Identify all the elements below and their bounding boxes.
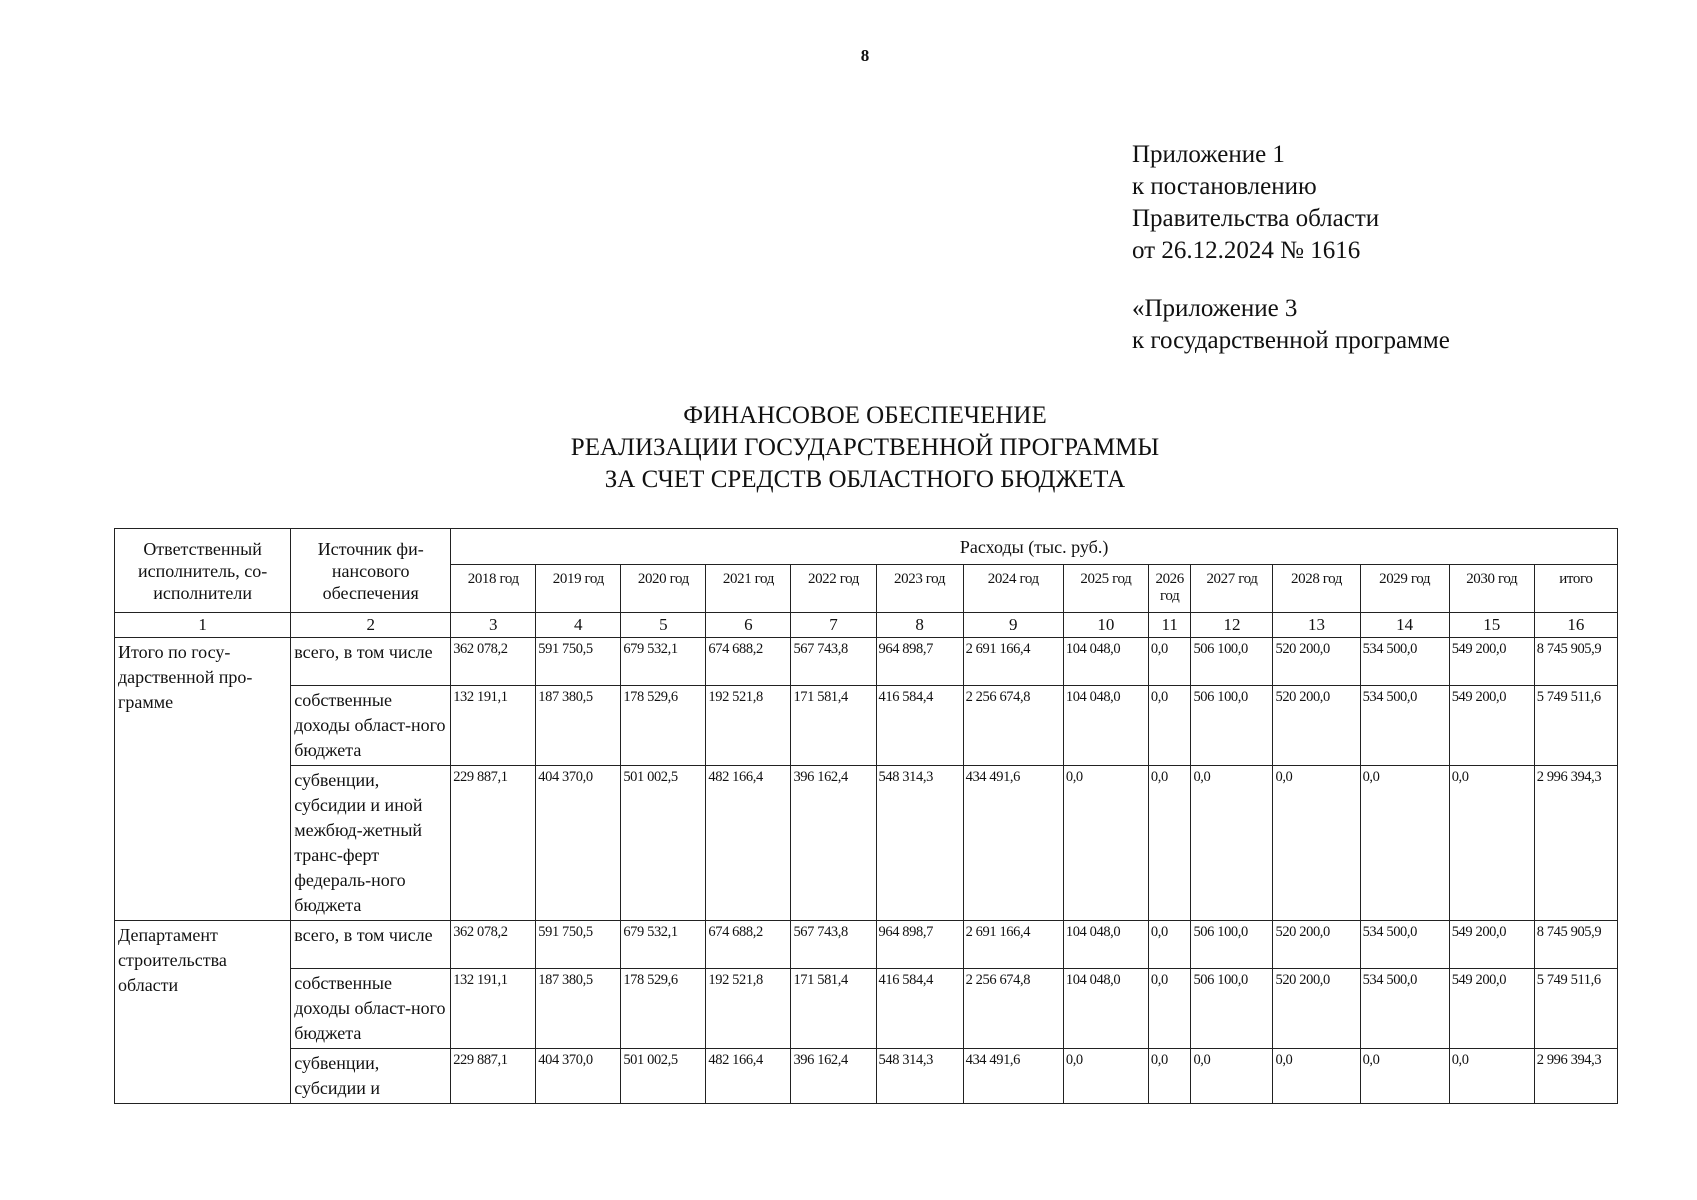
value-cell: 520 200,0 (1273, 921, 1360, 969)
value-cell: 482 166,4 (706, 766, 791, 921)
year-header: 2020 год (621, 565, 706, 613)
value-cell: 534 500,0 (1360, 638, 1449, 686)
appendix-line: к постановлению (1132, 173, 1317, 200)
table-row (115, 686, 1618, 766)
value-cell: 0,0 (1063, 766, 1148, 921)
year-header: 2019 год (536, 565, 621, 613)
value-cell: 178 529,6 (621, 969, 706, 1049)
value-cell: 104 048,0 (1063, 969, 1148, 1049)
value-cell: 2 691 166,4 (963, 921, 1063, 969)
value-cell: 506 100,0 (1191, 638, 1273, 686)
value-cell: 674 688,2 (706, 921, 791, 969)
value-cell: 0,0 (1449, 766, 1534, 921)
value-cell: 506 100,0 (1191, 969, 1273, 1049)
value-cell: 396 162,4 (791, 1049, 876, 1104)
year-header: 2024 год (963, 565, 1063, 613)
value-cell: 8 745 905,9 (1534, 638, 1617, 686)
value-cell: 187 380,5 (536, 969, 621, 1049)
value-cell: 548 314,3 (876, 1049, 963, 1104)
value-cell: 187 380,5 (536, 686, 621, 766)
year-header: 2018 год (451, 565, 536, 613)
column-number: 6 (706, 613, 791, 638)
value-cell: 0,0 (1148, 638, 1191, 686)
value-cell: 0,0 (1191, 766, 1273, 921)
appendix-line: Приложение 1 (1132, 141, 1285, 168)
value-cell: 396 162,4 (791, 766, 876, 921)
appendix-note (1132, 139, 1450, 357)
year-header: 2029 год (1360, 565, 1449, 613)
document-title (0, 400, 1697, 496)
column-number: 15 (1449, 613, 1534, 638)
column-number: 4 (536, 613, 621, 638)
value-cell: 534 500,0 (1360, 969, 1449, 1049)
value-cell: 0,0 (1063, 1049, 1148, 1104)
year-header: 2025 год (1063, 565, 1148, 613)
value-cell: 104 048,0 (1063, 638, 1148, 686)
col-header-source: Источник фи-нансового обеспечения (291, 529, 451, 613)
value-cell: 5 749 511,6 (1534, 969, 1617, 1049)
value-cell: 591 750,5 (536, 921, 621, 969)
value-cell: 548 314,3 (876, 766, 963, 921)
value-cell: 434 491,6 (963, 766, 1063, 921)
value-cell: 0,0 (1148, 969, 1191, 1049)
value-cell: 132 191,1 (451, 969, 536, 1049)
column-number: 10 (1063, 613, 1148, 638)
value-cell: 679 532,1 (621, 921, 706, 969)
year-header: 2027 год (1191, 565, 1273, 613)
value-cell: 482 166,4 (706, 1049, 791, 1104)
column-number: 12 (1191, 613, 1273, 638)
value-cell: 501 002,5 (621, 1049, 706, 1104)
value-cell: 0,0 (1148, 1049, 1191, 1104)
value-cell: 0,0 (1273, 1049, 1360, 1104)
value-cell: 964 898,7 (876, 921, 963, 969)
value-cell: 520 200,0 (1273, 638, 1360, 686)
value-cell: 534 500,0 (1360, 921, 1449, 969)
table-row (115, 969, 1618, 1049)
column-number: 14 (1360, 613, 1449, 638)
finance-table (114, 528, 1618, 1104)
appendix-line: Правительства области (1132, 205, 1380, 232)
value-cell: 549 200,0 (1449, 638, 1534, 686)
appendix-line: «Приложение 3 (1132, 295, 1298, 322)
source-cell: субвенции, субсидии и иной межбюд-жетный транс-ферт федераль-ного бюджета (291, 766, 451, 921)
value-cell: 549 200,0 (1449, 686, 1534, 766)
appendix-line: от 26.12.2024 № 1616 (1132, 237, 1361, 264)
table-body (115, 529, 1618, 1104)
year-header: 2021 год (706, 565, 791, 613)
column-number: 13 (1273, 613, 1360, 638)
value-cell: 229 887,1 (451, 1049, 536, 1104)
column-number-row (115, 613, 1618, 638)
table-row (115, 766, 1618, 921)
value-cell: 567 743,8 (791, 921, 876, 969)
value-cell: 679 532,1 (621, 638, 706, 686)
value-cell: 506 100,0 (1191, 921, 1273, 969)
column-number: 9 (963, 613, 1063, 638)
value-cell: 2 691 166,4 (963, 638, 1063, 686)
value-cell: 404 370,0 (536, 766, 621, 921)
value-cell: 591 750,5 (536, 638, 621, 686)
title-line: ЗА СЧЕТ СРЕДСТВ ОБЛАСТНОГО БЮДЖЕТА (604, 466, 1126, 493)
column-number: 3 (451, 613, 536, 638)
source-cell: всего, в том числе (291, 921, 451, 969)
year-header: 2023 год (876, 565, 963, 613)
value-cell: 416 584,4 (876, 969, 963, 1049)
value-cell: 362 078,2 (451, 638, 536, 686)
column-number: 1 (115, 613, 291, 638)
value-cell: 0,0 (1449, 1049, 1534, 1104)
executor-cell: Департамент строительства области (115, 921, 291, 1104)
value-cell: 104 048,0 (1063, 921, 1148, 969)
value-cell: 434 491,6 (963, 1049, 1063, 1104)
value-cell: 0,0 (1360, 1049, 1449, 1104)
value-cell: 2 996 394,3 (1534, 766, 1617, 921)
value-cell: 2 256 674,8 (963, 686, 1063, 766)
title-line: ФИНАНСОВОЕ ОБЕСПЕЧЕНИЕ (683, 402, 1047, 429)
value-cell: 2 256 674,8 (963, 969, 1063, 1049)
executor-cell: Итого по госу-дарственной про-грамме (115, 638, 291, 921)
value-cell: 171 581,4 (791, 969, 876, 1049)
column-number: 5 (621, 613, 706, 638)
value-cell: 0,0 (1191, 1049, 1273, 1104)
column-number: 7 (791, 613, 876, 638)
value-cell: 506 100,0 (1191, 686, 1273, 766)
page-number: 8 (860, 46, 870, 65)
table-row (115, 1049, 1618, 1104)
value-cell: 549 200,0 (1449, 921, 1534, 969)
spacer (1132, 267, 1450, 293)
header-row (115, 529, 1618, 565)
year-header: итого (1534, 565, 1617, 613)
year-header: 2030 год (1449, 565, 1534, 613)
value-cell: 192 521,8 (706, 686, 791, 766)
source-cell: собственные доходы област-ного бюджета (291, 969, 451, 1049)
column-number: 2 (291, 613, 451, 638)
source-cell: субвенции, субсидии и (291, 1049, 451, 1104)
value-cell: 674 688,2 (706, 638, 791, 686)
col-header-executor: Ответственный исполнитель, со-исполнители (115, 529, 291, 613)
source-cell: всего, в том числе (291, 638, 451, 686)
table-row (115, 921, 1618, 969)
value-cell: 0,0 (1148, 766, 1191, 921)
value-cell: 520 200,0 (1273, 686, 1360, 766)
value-cell: 416 584,4 (876, 686, 963, 766)
value-cell: 5 749 511,6 (1534, 686, 1617, 766)
value-cell: 362 078,2 (451, 921, 536, 969)
appendix-line: к государственной программе (1132, 327, 1450, 354)
value-cell: 2 996 394,3 (1534, 1049, 1617, 1104)
value-cell: 0,0 (1360, 766, 1449, 921)
source-cell: собственные доходы област-ного бюджета (291, 686, 451, 766)
year-header: 2026 год (1148, 565, 1191, 613)
value-cell: 404 370,0 (536, 1049, 621, 1104)
value-cell: 0,0 (1273, 766, 1360, 921)
year-header: 2022 год (791, 565, 876, 613)
value-cell: 132 191,1 (451, 686, 536, 766)
value-cell: 8 745 905,9 (1534, 921, 1617, 969)
value-cell: 178 529,6 (621, 686, 706, 766)
value-cell: 567 743,8 (791, 638, 876, 686)
value-cell: 501 002,5 (621, 766, 706, 921)
column-number: 16 (1534, 613, 1617, 638)
title-line: РЕАЛИЗАЦИИ ГОСУДАРСТВЕННОЙ ПРОГРАММЫ (570, 434, 1160, 461)
value-cell: 171 581,4 (791, 686, 876, 766)
value-cell: 534 500,0 (1360, 686, 1449, 766)
col-header-expenses: Расходы (тыс. руб.) (451, 529, 1618, 565)
value-cell: 0,0 (1148, 686, 1191, 766)
column-number: 8 (876, 613, 963, 638)
value-cell: 0,0 (1148, 921, 1191, 969)
value-cell: 520 200,0 (1273, 969, 1360, 1049)
value-cell: 192 521,8 (706, 969, 791, 1049)
table-row (115, 638, 1618, 686)
value-cell: 104 048,0 (1063, 686, 1148, 766)
value-cell: 229 887,1 (451, 766, 536, 921)
column-number: 11 (1148, 613, 1191, 638)
value-cell: 549 200,0 (1449, 969, 1534, 1049)
year-header: 2028 год (1273, 565, 1360, 613)
value-cell: 964 898,7 (876, 638, 963, 686)
